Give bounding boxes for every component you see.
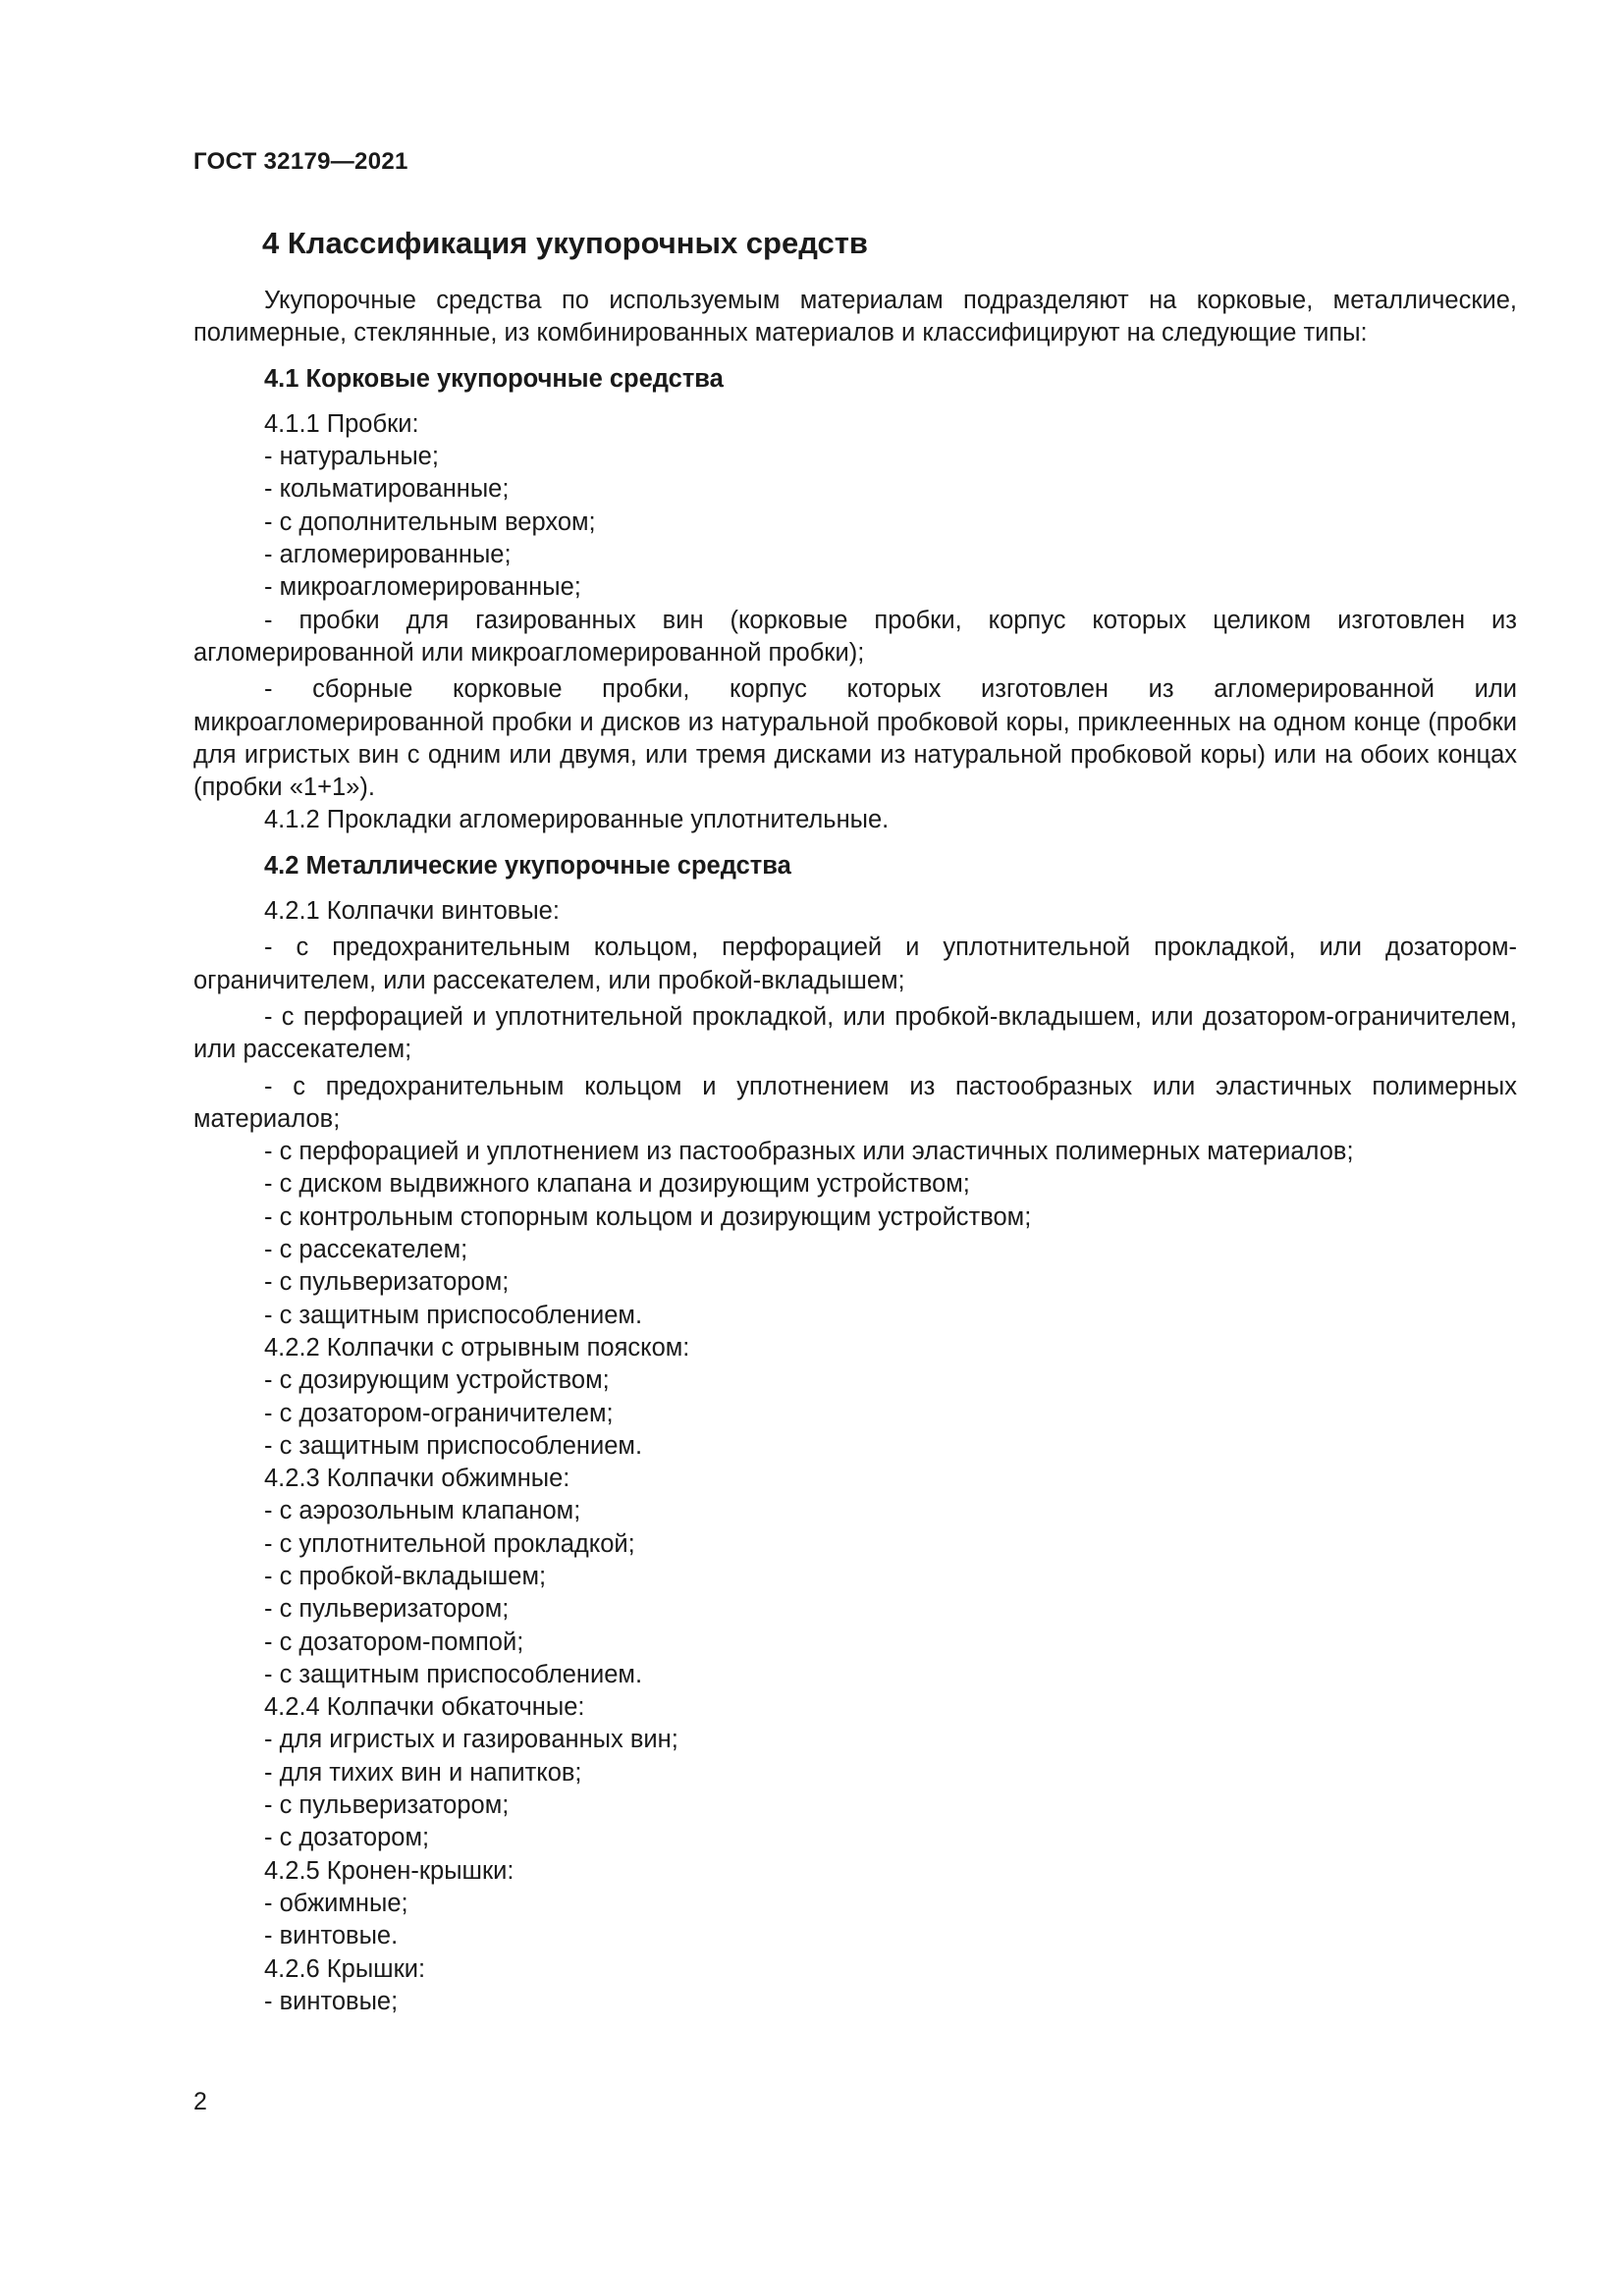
clause-4-1-1: 4.1.1 Пробки: (264, 409, 419, 438)
document-body (193, 285, 1517, 2018)
list-item: - с контрольным стопорным кольцом и дозирующим устройством; (264, 1202, 1032, 1231)
intro-paragraph: Укупорочные средства по используемым материалам подразделяют на корковые, металлические, полимерные, стеклянные, из комбинированных материалов и классифицируют на следующие типы: (193, 287, 1517, 347)
list-item: - микроагломерированные; (264, 573, 581, 602)
clause-4-2-6: 4.2.6 Крышки: (264, 1954, 426, 1983)
list-item: - винтовые; (264, 1987, 399, 2015)
clause-4-2-3: 4.2.3 Колпачки обжимные: (264, 1465, 570, 1493)
clause-4-2-1: 4.2.1 Колпачки винтовые: (264, 897, 560, 926)
list-item: - с пульверизатором; (264, 1268, 510, 1297)
list-item: - для игристых и газированных вин; (264, 1726, 678, 1754)
list-item: - с пульверизатором; (264, 1791, 510, 1820)
list-item: - с аэрозольным клапаном; (264, 1497, 581, 1525)
list-item: - с дозатором-ограничителем; (264, 1399, 614, 1427)
list-item: - для тихих вин и напитков; (264, 1758, 582, 1787)
clause-4-2-5: 4.2.5 Кронен-крышки: (264, 1856, 514, 1885)
list-item: - с перфорацией и уплотнением из пастообразных или эластичных полимерных материалов; (264, 1138, 1354, 1166)
clause-4-2-2: 4.2.2 Колпачки с отрывным пояском: (264, 1333, 690, 1362)
list-item-long: - с перфорацией и уплотнительной прокладкой, или пробкой-вкладышем, или дозатором-ограничителем, или рассекателем; (193, 1002, 1517, 1064)
section-title: 4 Классификация укупорочных средств (262, 226, 868, 260)
list-item: - с уплотнительной прокладкой; (264, 1529, 635, 1558)
list-item: - с защитным приспособлением. (264, 1660, 643, 1688)
list-item: - с защитным приспособлением. (264, 1431, 643, 1460)
list-item: - с диском выдвижного клапана и дозирующим устройством; (264, 1170, 970, 1199)
clause-4-2-4: 4.2.4 Колпачки обкаточные: (264, 1693, 585, 1722)
clause-4-1-2: 4.1.2 Прокладки агломерированные уплотнительные. (264, 806, 890, 834)
subsection-heading-4-1: 4.1 Корковые укупорочные средства (264, 364, 724, 393)
subsection-heading-4-2: 4.2 Металлические укупорочные средства (264, 851, 791, 880)
list-item-long: - с предохранительным кольцом, перфорацией и уплотнительной прокладкой, или дозатором-ограничителем, или рассекателем, или пробкой-вкладышем; (193, 934, 1517, 994)
list-item: - с пробкой-вкладышем; (264, 1562, 547, 1590)
list-item: - с дозирующим устройством; (264, 1366, 610, 1395)
document-id: ГОСТ 32179—2021 (193, 148, 408, 175)
list-item: - с пульверизатором; (264, 1595, 510, 1624)
page-number: 2 (193, 2088, 207, 2115)
list-item: - кольматированные; (264, 475, 510, 504)
list-item-long: - с предохранительным кольцом и уплотнением из пастообразных или эластичных полимерных материалов; (193, 1072, 1517, 1133)
list-item: - винтовые. (264, 1922, 399, 1950)
list-item: - с дозатором-помпой; (264, 1628, 524, 1656)
list-item: - с дополнительным верхом; (264, 507, 596, 536)
list-item: - агломерированные; (264, 541, 512, 569)
list-item-long: - пробки для газированных вин (корковые пробки, корпус которых целиком изготовлен из агломерированной или микроагломерированной пробки); (193, 606, 1517, 667)
list-item: - с защитным приспособлением. (264, 1301, 643, 1329)
list-item: - обжимные; (264, 1889, 408, 1917)
list-item: - с рассекателем; (264, 1236, 468, 1264)
list-item: - с дозатором; (264, 1824, 430, 1852)
list-item: - натуральные; (264, 443, 439, 471)
list-item-long: - сборные корковые пробки, корпус которых изготовлен из агломерированной или микроагломерированной пробки и дисков из натуральной пробковой коры, приклеенных на одном конце (пробки для игристых вин с одним или двумя, или тремя дисками из натуральной пробковой коры) или на обоих концах (пробки «1+1»). (193, 675, 1517, 802)
